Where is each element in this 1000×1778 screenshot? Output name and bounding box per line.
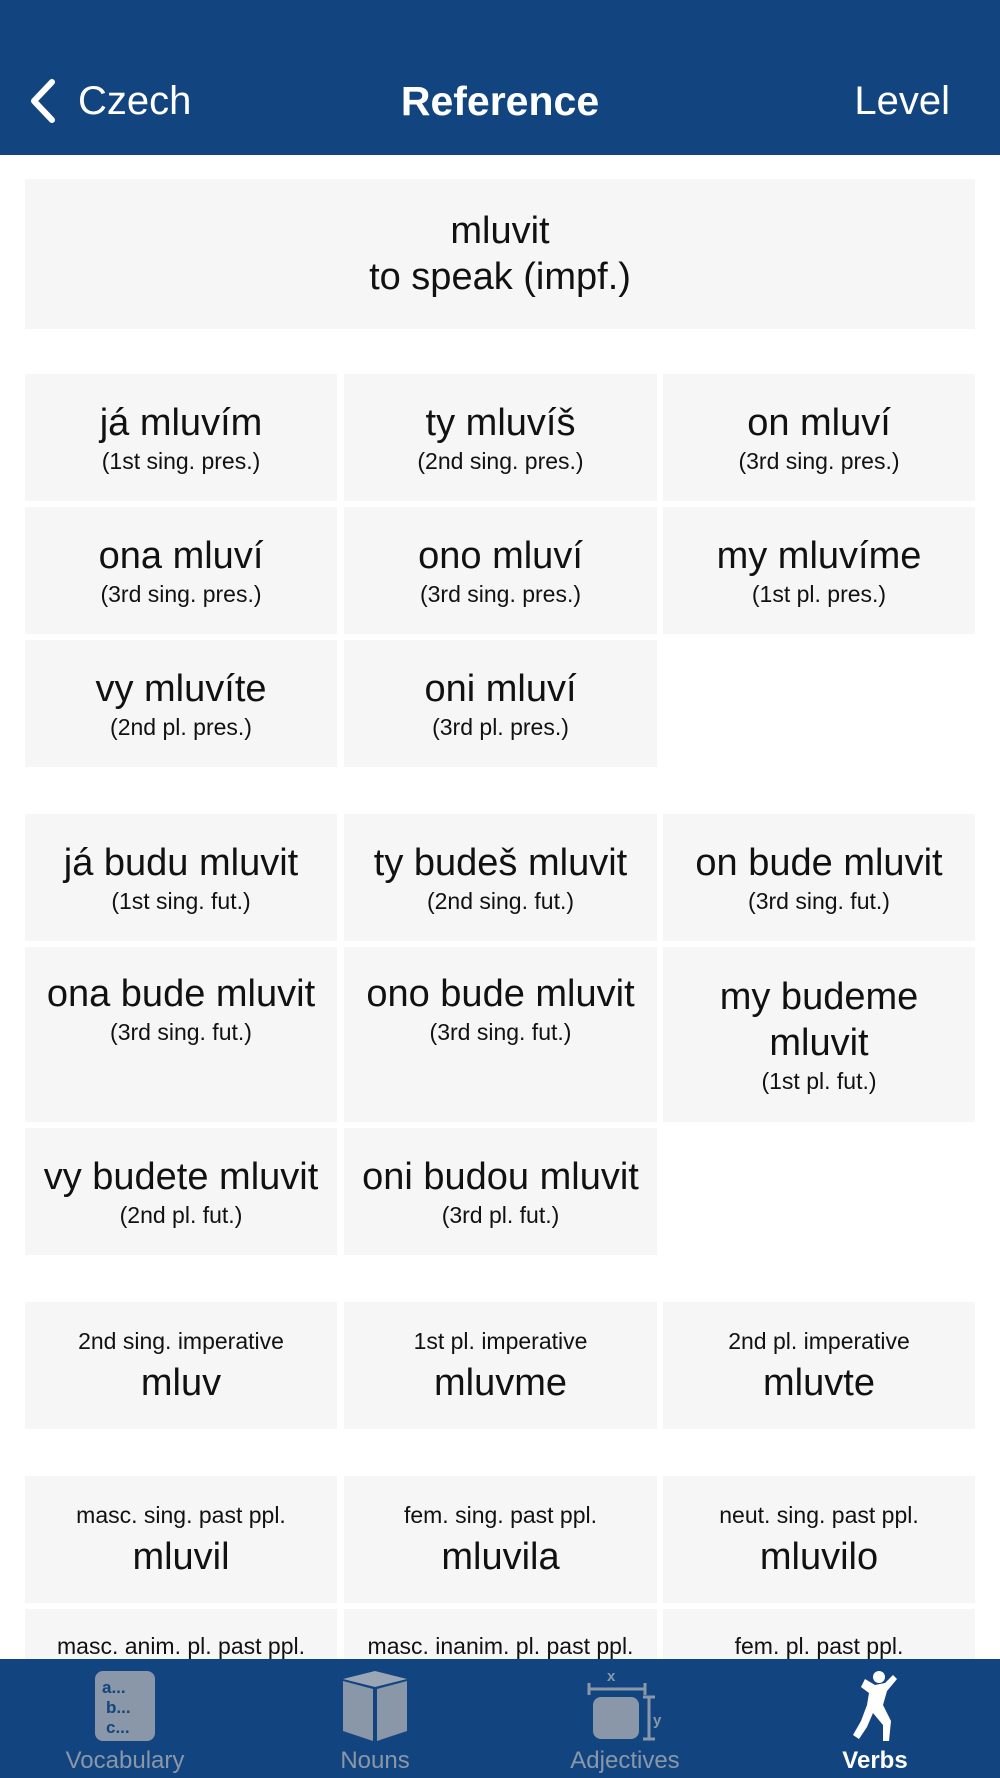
future-cell[interactable] [663, 947, 975, 1122]
form: mluv [140, 1361, 222, 1404]
svg-text:x: x [607, 1669, 616, 1685]
future-cell[interactable] [25, 814, 337, 941]
form-caption: masc. inanim. pl. past ppl. [367, 1633, 634, 1659]
svg-text:y: y [653, 1712, 662, 1729]
form: ona bude mluvit [46, 973, 316, 1015]
imperative-cell[interactable] [25, 1302, 337, 1429]
nouns-icon [337, 1669, 413, 1743]
form: on mluví [747, 401, 891, 444]
form: já mluvím [99, 401, 263, 444]
form-desc: (1st pl. pres.) [751, 580, 887, 607]
present-cell[interactable] [25, 507, 337, 634]
form-desc: (3rd pl. fut.) [441, 1201, 560, 1228]
tab-vocabulary[interactable] [0, 1659, 250, 1778]
form: on bude mluvit [695, 841, 943, 884]
adjectives-icon [585, 1669, 665, 1743]
form: my mluvíme [716, 534, 922, 577]
form: vy budete mluvit [43, 1155, 319, 1198]
form-caption: masc. sing. past ppl. [76, 1501, 286, 1528]
form-desc: (3rd sing. fut.) [429, 1019, 572, 1045]
tab-nouns[interactable] [250, 1659, 500, 1778]
past-cell[interactable] [344, 1609, 657, 1659]
infinitive: mluvit [450, 210, 550, 252]
form-desc: (3rd sing. pres.) [738, 447, 900, 474]
tab-label: Nouns [340, 1747, 410, 1774]
tab-bar [0, 1659, 1000, 1778]
form: mluvme [433, 1361, 568, 1404]
tab-label: Verbs [842, 1747, 908, 1774]
form-desc: (3rd sing. pres.) [419, 580, 582, 607]
form-desc: (3rd pl. pres.) [432, 713, 569, 740]
form-desc: (2nd sing. pres.) [417, 447, 584, 474]
form-caption: 2nd pl. imperative [728, 1327, 910, 1354]
present-cell[interactable] [344, 374, 657, 501]
form-desc: (1st sing. fut.) [111, 887, 251, 914]
imperative-cell[interactable] [663, 1302, 975, 1429]
future-cell[interactable] [25, 947, 337, 1122]
form: mluvila [441, 1535, 560, 1578]
tab-verbs[interactable] [750, 1659, 1000, 1778]
past-cell[interactable] [25, 1476, 337, 1603]
form: vy mluvíte [95, 667, 267, 710]
form: my budeme mluvit [719, 975, 919, 1064]
form-desc: (2nd pl. pres.) [110, 713, 252, 740]
form: ty budeš mluvit [373, 841, 628, 884]
present-cell[interactable] [663, 507, 975, 634]
tab-adjectives[interactable] [500, 1659, 750, 1778]
meaning: to speak (impf.) [369, 256, 631, 298]
form: oni budou mluvit [362, 1155, 639, 1198]
imperative-cell[interactable] [344, 1302, 657, 1429]
form-desc: (2nd sing. fut.) [426, 887, 575, 914]
form: mluvte [763, 1361, 875, 1404]
form-desc: (1st sing. pres.) [101, 447, 261, 474]
past-cell[interactable] [344, 1476, 657, 1603]
form: já budu mluvit [63, 841, 299, 884]
verbs-icon [845, 1669, 905, 1743]
form-desc: (3rd sing. pres.) [100, 580, 262, 607]
nav-bar [0, 0, 1000, 155]
form: ono bude mluvit [366, 973, 635, 1015]
form-caption: fem. sing. past ppl. [403, 1501, 598, 1528]
form-desc: (1st pl. fut.) [761, 1067, 877, 1094]
form-caption: 1st pl. imperative [413, 1327, 588, 1354]
vocabulary-icon [93, 1669, 157, 1743]
level-button[interactable]: Level [854, 79, 950, 123]
present-cell[interactable] [344, 507, 657, 634]
future-cell[interactable] [344, 814, 657, 941]
present-cell[interactable] [25, 640, 337, 767]
infinitive-card [25, 179, 975, 329]
future-cell[interactable] [25, 1128, 337, 1255]
form-caption: masc. anim. pl. past ppl. [57, 1633, 305, 1659]
back-label: Czech [78, 78, 192, 123]
reference-content[interactable] [0, 155, 1000, 1659]
svg-text:b...: b... [106, 1698, 131, 1717]
form-desc: (2nd pl. fut.) [119, 1201, 243, 1228]
form: mluvil [132, 1535, 230, 1578]
form: ty mluvíš [425, 401, 576, 444]
form-desc: (3rd sing. fut.) [110, 1019, 252, 1045]
form-caption: 2nd sing. imperative [78, 1327, 284, 1354]
form-desc: (3rd sing. fut.) [748, 887, 890, 914]
past-cell[interactable] [663, 1476, 975, 1603]
present-cell[interactable] [25, 374, 337, 501]
past-cell[interactable] [663, 1609, 975, 1659]
tab-label: Vocabulary [65, 1747, 185, 1774]
form: ona mluví [98, 534, 264, 577]
present-cell[interactable] [344, 640, 657, 767]
form: ono mluví [418, 534, 583, 577]
tab-label: Adjectives [570, 1747, 680, 1774]
future-cell[interactable] [344, 1128, 657, 1255]
svg-text:c...: c... [106, 1718, 130, 1737]
past-cell[interactable] [25, 1609, 337, 1659]
page-title: Reference [400, 78, 600, 124]
present-cell[interactable] [663, 374, 975, 501]
form-caption: fem. pl. past ppl. [734, 1633, 904, 1659]
svg-text:a...: a... [102, 1678, 126, 1697]
future-cell[interactable] [663, 814, 975, 941]
form-caption: neut. sing. past ppl. [719, 1501, 919, 1528]
future-cell[interactable] [344, 947, 657, 1122]
form: oni mluví [424, 667, 577, 710]
form: mluvilo [759, 1535, 879, 1578]
